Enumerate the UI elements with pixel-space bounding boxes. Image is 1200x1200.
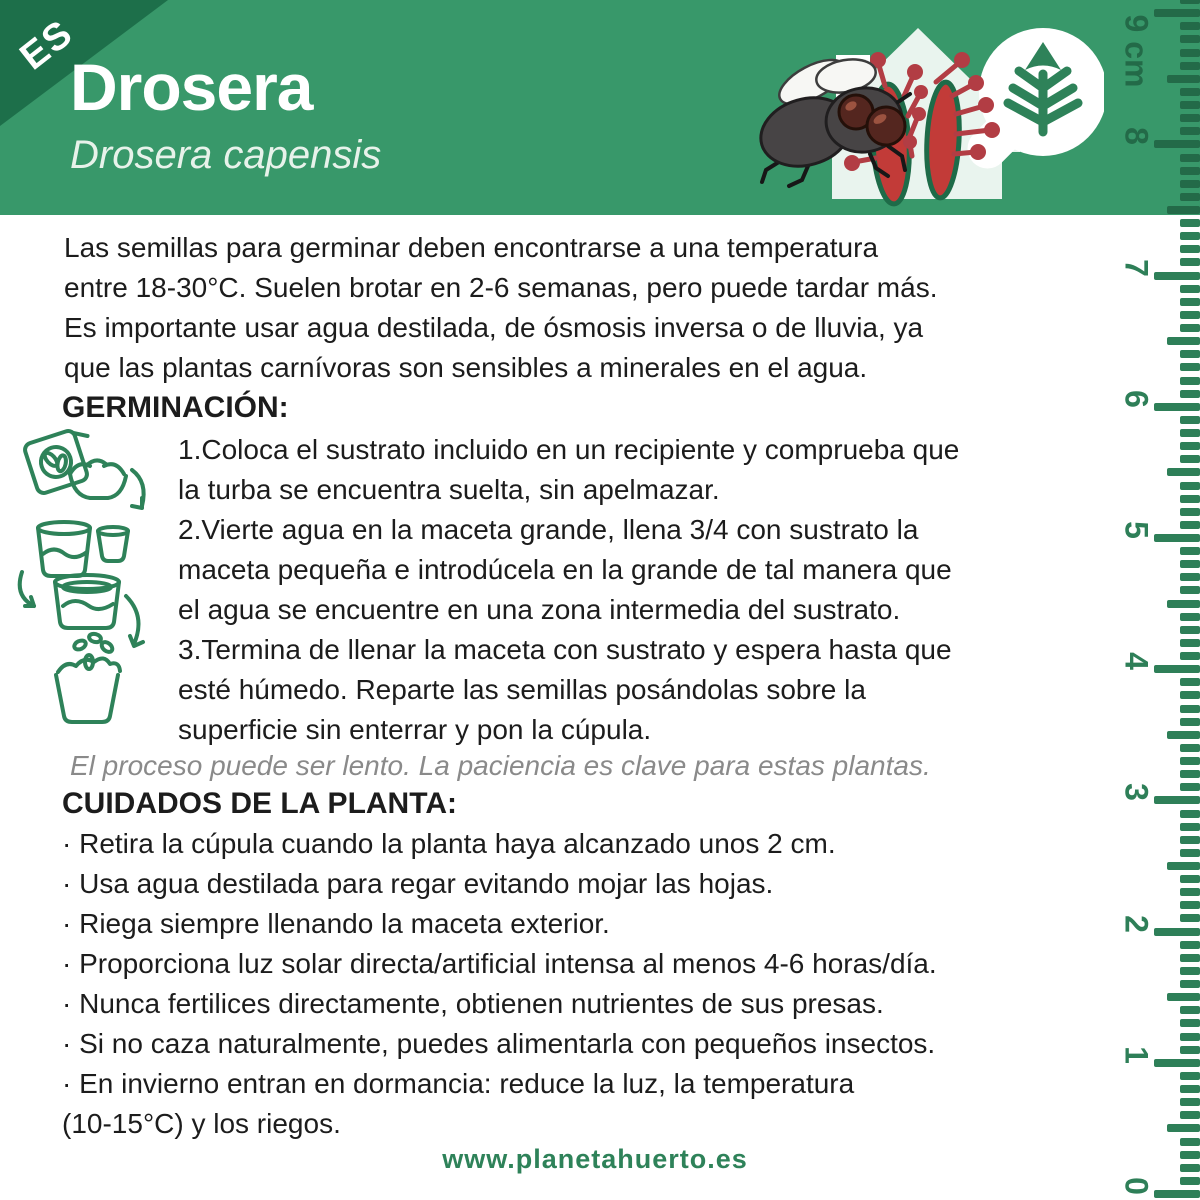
patience-note: El proceso puede ser lento. La paciencia es clave para estas plantas. [70,750,931,781]
ruler-tick [1154,1059,1200,1067]
ruler-label: 1 [1118,1045,1155,1064]
ruler-tick [1180,980,1200,988]
ruler-tick [1180,298,1200,306]
ruler-tick [1180,639,1200,647]
ruler-tick [1154,403,1200,411]
ruler-tick [1180,547,1200,555]
ruler-tick [1180,770,1200,778]
ruler-tick [1180,783,1200,791]
substrate-bowl-icon [70,460,126,498]
ruler-tick [1180,416,1200,424]
header-illustration [752,16,1104,216]
care-item: · En invierno entran en dormancia: reduce la luz, la temperatura (10-15°C) y los riegos. [62,1068,855,1139]
steps-illustration [12,424,177,749]
ruler-tick [1180,823,1200,831]
ruler-label: 9 cm [1118,14,1155,88]
sow-seeds-pot-icon [56,633,120,722]
ruler-tick [1180,495,1200,503]
ruler-tick [1180,810,1200,818]
ruler-tick [1154,1190,1200,1198]
ruler-tick [1180,626,1200,634]
ruler-tick [1154,928,1200,936]
ruler-tick [1154,796,1200,804]
ruler-tick [1180,560,1200,568]
header-band [0,0,1200,215]
nested-cups-icon [55,575,119,628]
care-item: · Retira la cúpula cuando la planta haya alcanzado unos 2 cm. [62,828,836,859]
ruler-tick [1180,1033,1200,1041]
ruler-tick [1180,258,1200,266]
ruler-tick [1180,678,1200,686]
intro-line: Es importante usar agua destilada, de ósmosis inversa o de lluvia, ya [64,312,924,343]
ruler-label: 2 [1118,914,1155,933]
ruler-tick [1180,455,1200,463]
ruler-tick [1167,1124,1200,1132]
arrow-head [132,498,142,508]
ruler-tick [1180,1046,1200,1054]
care-heading: CUIDADOS DE LA PLANTA: [62,787,457,820]
ruler-tick [1167,731,1200,739]
ruler-tick [1180,232,1200,240]
ruler-tick [1154,665,1200,673]
ruler-label: 5 [1118,521,1155,539]
ruler-tick [1180,705,1200,713]
ruler-tick [1180,836,1200,844]
ruler-tick [1180,744,1200,752]
care-list [62,824,1142,1144]
ruler-tick [1180,849,1200,857]
ruler-tick [1180,285,1200,293]
lang-label: ES [12,11,82,79]
footer-url: www.planetahuerto.es [442,1144,748,1174]
ruler-tick [1180,442,1200,450]
ruler-tick [1180,586,1200,594]
care-item: · Nunca fertilices directamente, obtienen nutrientes de sus presas. [62,988,884,1019]
ruler-tick [1180,875,1200,883]
ruler-tick [1180,508,1200,516]
ruler-tick [1180,377,1200,385]
care-item: · Riega siempre llenando la maceta exterior. [62,908,610,939]
ruler-tick [1180,954,1200,962]
ruler-tick [1154,272,1200,280]
ruler-tick [1180,429,1200,437]
ruler-label: 3 [1118,783,1155,802]
title-block [70,50,382,178]
ruler-tick [1167,993,1200,1001]
care-item: · Proporciona luz solar directa/artificial intensa al menos 4-6 horas/día. [62,948,937,979]
ruler-tick [1167,468,1200,476]
ruler-tick [1180,390,1200,398]
germination-steps [178,430,1118,750]
ruler-tick [1167,600,1200,608]
ruler-tick [1180,482,1200,490]
ruler-tick [1180,613,1200,621]
ruler-tick [1180,1006,1200,1014]
ruler-tick [1180,324,1200,332]
intro-line: Las semillas para germinar deben encontrarse a una temperatura [64,232,879,263]
ruler-tick [1180,691,1200,699]
plant-title: Drosera [70,50,313,124]
ruler-tick [1180,1098,1200,1106]
intro-line: entre 18-30°C. Suelen brotar en 2-6 semanas, pero puede tardar más. [64,272,938,303]
ruler-tick [1180,888,1200,896]
ruler-tick [1180,914,1200,922]
ruler-tick [1180,967,1200,975]
care-item: · Si no caza naturalmente, puedes alimentarla con pequeños insectos. [62,1028,936,1059]
ruler-tick [1167,862,1200,870]
ruler-tick [1180,245,1200,253]
ruler-label: 4 [1118,652,1155,671]
ruler-tick [1154,534,1200,542]
ruler-tick [1180,757,1200,765]
germination-heading: GERMINACIÓN: [62,391,289,424]
germination-step: 2.Vierte agua en la maceta grande, llena 3/4 con sustrato la maceta pequeña e introdúcela en la grande de tal manera que el agua se encuentre en una zona intermedia del sustrato. [178,514,952,625]
ruler-tick [1180,941,1200,949]
cups-icon [38,522,128,576]
ruler-tick [1180,219,1200,227]
ruler-tick [1180,1019,1200,1027]
ruler-tick [1180,652,1200,660]
ruler-label: 7 [1118,258,1155,277]
ruler-tick [1167,337,1200,345]
ruler-tick [1180,901,1200,909]
care-item: · Usa agua destilada para regar evitando mojar las hojas. [62,868,774,899]
ruler-label: 6 [1118,389,1155,408]
intro-line: que las plantas carnívoras son sensibles a minerales en el agua. [64,352,868,383]
ruler-tick [1180,350,1200,358]
ruler-tick [1180,1111,1200,1119]
ruler-tick [1180,1072,1200,1080]
ruler-tick [1180,718,1200,726]
germination-step: 1.Coloca el sustrato incluido en un recipiente y comprueba que la turba se encuentra suelta, sin apelmazar. [178,434,960,505]
ruler-label: 8 [1118,127,1155,146]
ruler-tick [1180,521,1200,529]
ruler-tick [1180,573,1200,581]
ruler-tick [1180,1085,1200,1093]
ruler-tick [1180,1177,1200,1185]
seed-packet-icon [23,426,100,495]
plant-latin-name: Drosera capensis [70,133,382,178]
ruler-tick [1180,311,1200,319]
germination-step: 3.Termina de llenar la maceta con sustrato y espera hasta que esté húmedo. Reparte las semillas posándolas sobre la superficie sin enterrar y pon la cúpula. [178,634,952,745]
ruler-tick [1180,363,1200,371]
intro-paragraph [64,228,1134,388]
ruler-label: 0 [1118,1177,1155,1195]
